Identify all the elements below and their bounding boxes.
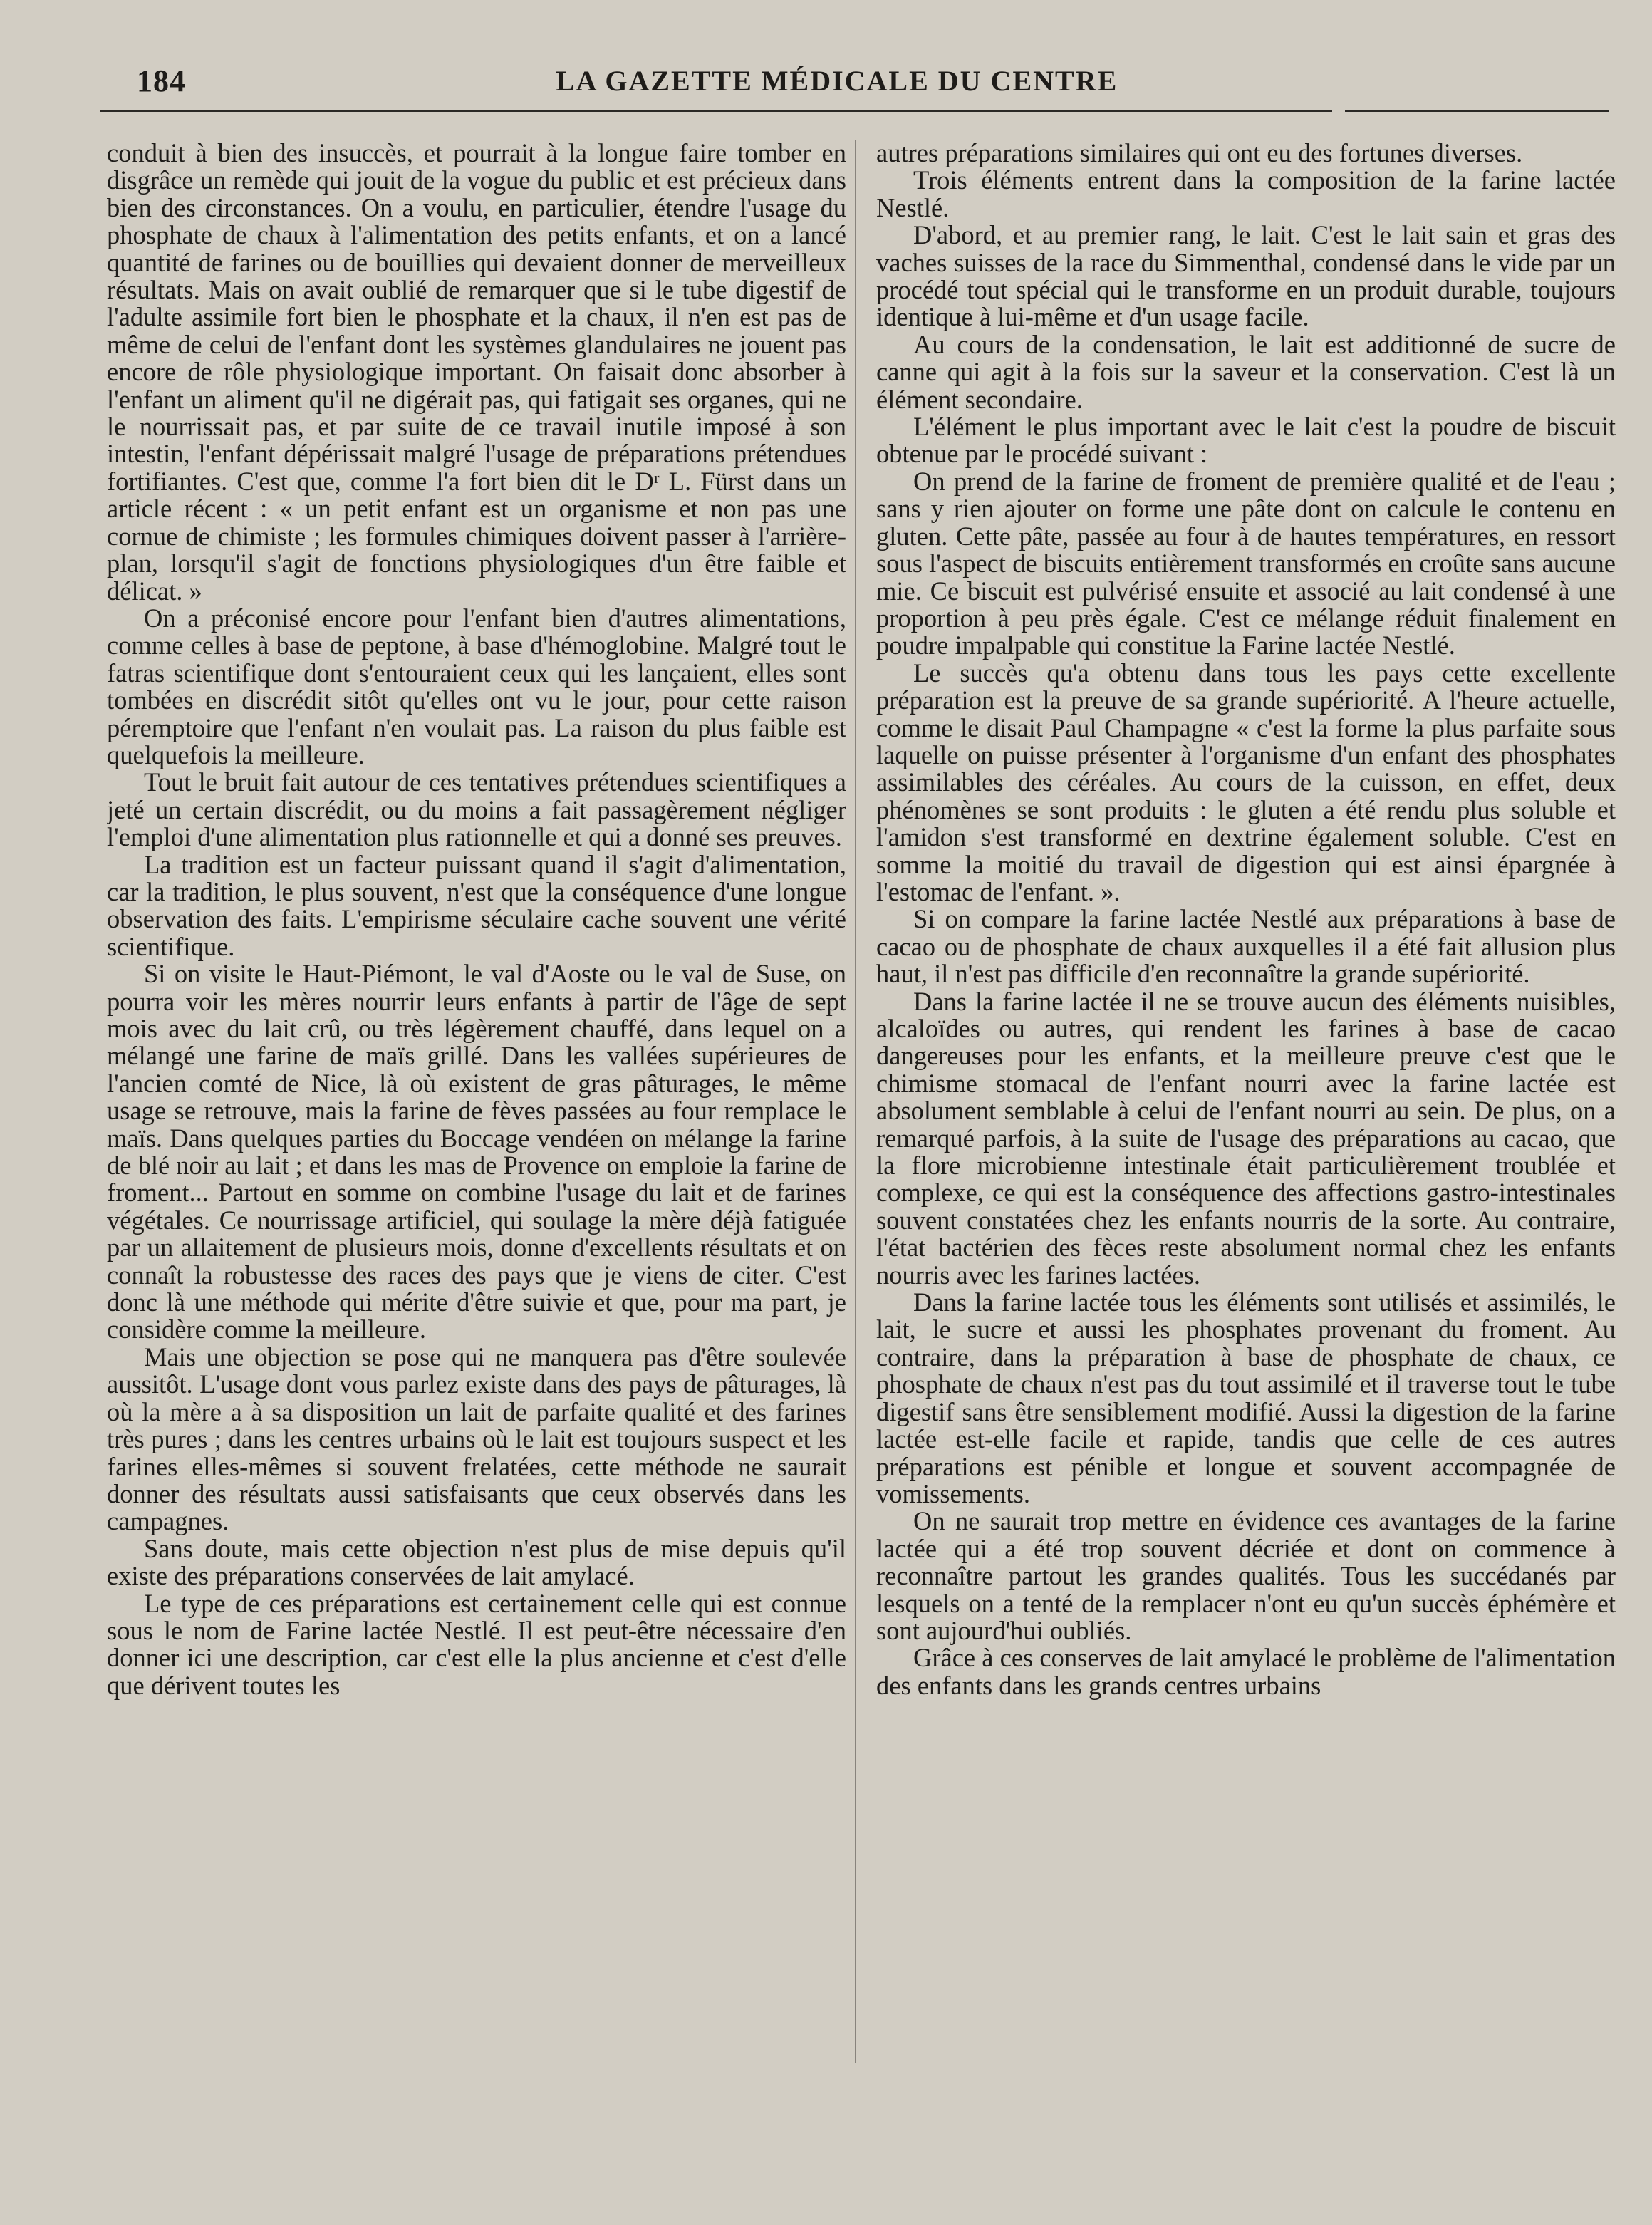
page-header <box>0 56 1652 113</box>
paragraph: On prend de la farine de froment de première qualité et de l'eau ; sans y rien ajouter on forme une pâte dont on calcule le contenu en gluten. Cette pâte, passée au four à de hautes températures, en ressort sous l'aspect de biscuits entièrement transformés en croûte sans aucune mie. Ce biscuit est pulvérisé ensuite et associé au lait condensé à une proportion à peu près égale. C'est ce mélange réduit finalement en poudre impalpable qui constitue la Farine lactée Nestlé. <box>876 466 1616 660</box>
paragraph: Au cours de la condensation, le lait est additionné de sucre de canne qui agit à la fois sur la saveur et la conservation. C'est là un élément secondaire. <box>876 329 1616 414</box>
paragraph: Sans doute, mais cette objection n'est plus de mise depuis qu'il existe des préparations conservées de lait amylacé. <box>107 1533 846 1591</box>
paragraph: Mais une objection se pose qui ne manquera pas d'être soulevée aussitôt. L'usage dont vous parlez existe dans des pays de pâturages, là où la mère a à sa disposition un lait de parfaite qualité et des farines très pures ; dans les centres urbains où le lait est toujours suspect et les farines elles-mêmes si souvent frelatées, cette méthode ne saurait donner des résultats aussi satisfaisants que ceux observés dans les campagnes. <box>107 1342 846 1536</box>
paragraph: conduit à bien des insuccès, et pourrait à la longue faire tomber en disgrâce un remède qui jouit de la vogue du public et est précieux dans bien des circonstances. On a voulu, en particulier, étendre l'usage du phosphate de chaux à l'alimentation des petits enfants, et on a lancé quantité de farines ou de bouillies qui devaient donner de merveilleux résultats. Mais on avait oublié de remarquer que si le tube digestif de l'adulte assimile fort bien le phosphate et la chaux, il n'en est pas de même de celui de l'enfant dont les systèmes glandulaires ne jouent pas encore de rôle physiologique important. On faisait donc absorber à l'enfant un aliment qu'il ne digérait pas, qui fatigait ses organes, qui ne le nourrissait pas, et par suite de ce travail inutile imposé à son intestin, l'enfant dépérissait malgré l'usage de préparations prétendues fortifiantes. C'est que, comme l'a fort bien dit le Dʳ L. Fürst dans un article récent : « un petit enfant est un organisme et non pas une cornue de chimiste ; les formules chimiques doivent passer à l'arrière-plan, lorsqu'il s'agit de fonctions physiologiques d'un être faible et délicat. » <box>107 140 846 606</box>
paragraph: On a préconisé encore pour l'enfant bien d'autres alimentations, comme celles à base de peptone, à base d'hémoglobine. Malgré tout le fatras scientifique dont s'entouraient ceux qui les lançaient, elles sont tombées en discrédit sitôt qu'elles ont vu le jour, pour cette raison péremptoire que l'enfant n'en voulait pas. La raison du plus faible est quelquefois la meilleure. <box>107 603 846 769</box>
header-rule-left <box>100 110 1332 112</box>
header-rule-right <box>1345 110 1609 112</box>
paragraph: Si on compare la farine lactée Nestlé aux préparations à base de cacao ou de phosphate de chaux auxquelles il a été fait allusion plus haut, il n'est pas difficile d'en reconnaître la grande supériorité. <box>876 904 1616 989</box>
page-number: 184 <box>137 63 186 98</box>
paragraph: Si on visite le Haut-Piémont, le val d'Aoste ou le val de Suse, on pourra voir les mères nourrir leurs enfants à partir de l'âge de sept mois avec du lait crû, ou très légèrement chauffé, dans lequel on a mélangé une farine de maïs grillé. Dans les vallées supérieures de l'ancien comté de Nice, là où existent de gras pâturages, le même usage se retrouve, mais la farine de fèves passées au four remplace le maïs. Dans quelques parties du Boccage vendéen on mélange la farine de blé noir au lait ; et dans les mas de Provence on emploie la farine de froment... Partout en somme on combine l'usage du lait et de farines végétales. Ce nourrissage artificiel, qui soulage la mère déjà fatiguée par un allaitement de plusieurs mois, donne d'excellents résultats et on connaît la robustesse des races des pays que je viens de citer. C'est donc là une méthode qui mérite d'être suivie et que, pour ma part, je considère comme la meilleure. <box>107 959 846 1344</box>
paragraph: On ne saurait trop mettre en évidence ces avantages de la farine lactée qui a été trop souvent décriée et dont on commence à reconnaître partout les grandes qualités. Tous les succédanés par lesquels on a tenté de la remplacer n'ont eu qu'un succès éphémère et sont aujourd'hui oubliés. <box>876 1506 1616 1645</box>
paragraph: D'abord, et au premier rang, le lait. C'est le lait sain et gras des vaches suisses de la race du Simmenthal, condensé dans le vide par un procédé tout spécial qui le transforme en un produit durable, toujours identique à lui-même et d'un usage facile. <box>876 220 1616 332</box>
paragraph: Grâce à ces conserves de lait amylacé le problème de l'alimentation des enfants dans les grands centres urbains <box>876 1643 1616 1700</box>
paragraph: autres préparations similaires qui ont eu des fortunes diverses. <box>876 140 1523 167</box>
running-title: LA GAZETTE MÉDICALE DU CENTRE <box>556 65 1118 97</box>
right-column <box>876 140 1616 2184</box>
paragraph: L'élément le plus important avec le lait c'est la poudre de biscuit obtenue par le procédé suivant : <box>876 412 1616 469</box>
column-divider <box>855 140 856 2063</box>
paragraph: Le type de ces préparations est certainement celle qui est connue sous le nom de Farine lactée Nestlé. Il est peut-être nécessaire d'en donner ici une description, car c'est elle la plus ancienne et c'est d'elle que dérivent toutes les <box>107 1588 846 1700</box>
paragraph: Tout le bruit fait autour de ces tentatives prétendues scientifiques a jeté un certain discrédit, ou du moins a fait passagèrement négliger l'emploi d'une alimentation plus rationnelle et qui a donné ses preuves. <box>107 767 846 852</box>
paragraph: Trois éléments entrent dans la composition de la farine lactée Nestlé. <box>876 165 1616 222</box>
paragraph: Dans la farine lactée il ne se trouve aucun des éléments nuisibles, alcaloïdes ou autres, qui rendent les farines à base de cacao dangereuses pour les enfants, et la meilleure preuve c'est que le chimisme stomacal de l'enfant nourri avec la farine lactée est absolument semblable à celui de l'enfant nourri au sein. De plus, on a remarqué parfois, à la suite de l'usage des préparations au cacao, que la flore microbienne intestinale était particulièrement troublée et complexe, ce qui est la conséquence des affections gastro-intestinales souvent constatées chez les enfants nourris de la sorte. Au contraire, l'état bactérien des fèces reste absolument normal chez les enfants nourris avec les farines lactées. <box>876 986 1616 1290</box>
paragraph: Le succès qu'a obtenu dans tous les pays cette excellente préparation est la preuve de sa grande supériorité. A l'heure actuelle, comme le disait Paul Champagne « c'est la forme la plus parfaite sous laquelle on puisse présenter à l'organisme d'un enfant des phosphates assimilables des céréales. Au cours de la cuisson, en effet, deux phénomènes se sont produits : le gluten a été rendu plus soluble et l'amidon s'est transformé en dextrine également soluble. C'est en somme la moitié du travail de digestion qui est ainsi épargnée à l'estomac de l'enfant. ». <box>876 658 1616 906</box>
paragraph: Dans la farine lactée tous les éléments sont utilisés et assimilés, le lait, le sucre et aussi les phosphates provenant du froment. Au contraire, dans la préparation à base de phosphate de chaux, ce phosphate de chaux n'est pas du tout assimilé et il traverse tout le tube digestif sans être sensiblement modifié. Aussi la digestion de la farine lactée est-elle facile et rapide, tandis que celle de ces autres préparations est pénible et longue et souvent accompagnée de vomissements. <box>876 1287 1616 1508</box>
left-column <box>107 140 846 2184</box>
paragraph: La tradition est un facteur puissant quand il s'agit d'alimentation, car la tradition, le plus souvent, n'est que la conséquence d'une longue observation des faits. L'empirisme séculaire cache souvent une vérité scientifique. <box>107 849 846 961</box>
